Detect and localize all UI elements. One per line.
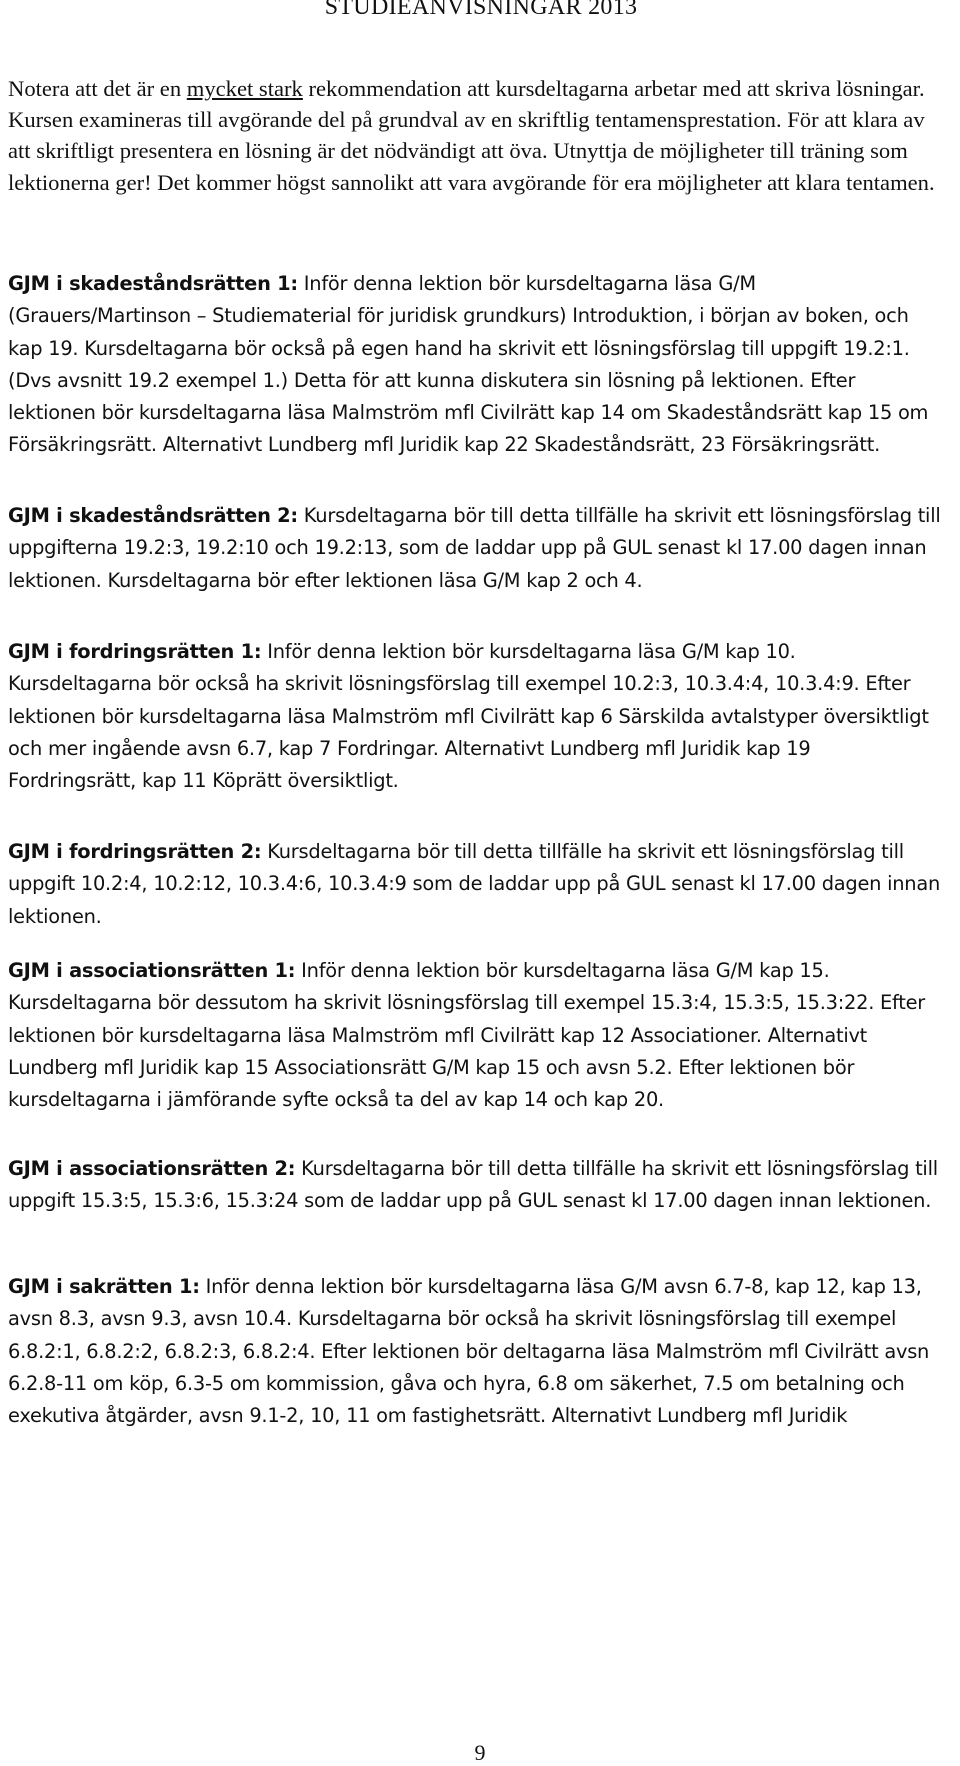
lesson-paragraph-skadestand-1 xyxy=(8,268,943,462)
lesson-paragraph-association-1 xyxy=(8,955,943,1116)
lesson-paragraph-fordring-1 xyxy=(8,636,943,797)
lesson-paragraph-skadestand-2 xyxy=(8,500,943,597)
lesson-heading: GJM i fordringsrätten 2: xyxy=(8,840,262,863)
lesson-heading: GJM i skadeståndsrätten 1: xyxy=(8,272,298,295)
intro-underlined-text: mycket stark xyxy=(186,76,303,101)
lesson-text: Kursdeltagarna bör till detta tillfälle ha skrivit ett lösningsförslag till uppgifterna 19.2:3, 19.2:10 och 19.2:13, som de laddar upp på GUL senast kl 17.00 dagen innan lektionen. Kursdeltagarna bör efter lektionen läsa G/M kap 2 och 4. xyxy=(8,504,941,592)
lesson-heading: GJM i associationsrätten 2: xyxy=(8,1157,296,1180)
lesson-text: Inför denna lektion bör kursdeltagarna läsa G/M (Grauers/Martinson – Studiematerial för juridisk grundkurs) Introduktion, i början av boken, och kap 19. Kursdeltagarna bör också på egen hand ha skrivit ett lösningsförslag till uppgift 19.2:1. (Dvs avsnitt 19.2 exempel 1.) Detta för att kunna diskutera sin lösning på lektionen. Efter lektionen bör kursdeltagarna läsa Malmström mfl Civilrätt kap 14 om Skadeståndsrätt kap 15 om Försäkringsrätt. Alternativt Lundberg mfl Juridik kap 22 Skadeståndsrätt, 23 Försäkringsrätt. xyxy=(8,272,929,457)
page-header: STUDIEANVISNINGAR 2013 xyxy=(324,0,638,20)
lesson-text: Kursdeltagarna bör till detta tillfälle ha skrivit ett lösningsförslag till uppgift 10.2:4, 10.2:12, 10.3.4:6, 10.3.4:9 som de laddar upp på GUL senast kl 17.00 dagen innan lektionen. xyxy=(8,840,941,928)
lesson-text: Kursdeltagarna bör till detta tillfälle ha skrivit ett lösningsförslag till uppgift 15.3:5, 15.3:6, 15.3:24 som de laddar upp på GUL senast kl 17.00 dagen innan lektionen. xyxy=(8,1157,938,1213)
lesson-text: Inför denna lektion bör kursdeltagarna läsa G/M kap 10. Kursdeltagarna bör också ha skrivit lösningsförslag till exempel 10.2:3, 10.3.4:4, 10.3.4:9. Efter lektionen bör kursdeltagarna läsa Malmström mfl Civilrätt kap 6 Särskilda avtalstyper översiktligt och mer ingående avsn 6.7, kap 7 Fordringar. Alternativt Lundberg mfl Juridik kap 19 Fordringsrätt, kap 11 Köprätt översiktligt. xyxy=(8,640,929,793)
lesson-paragraph-fordring-2 xyxy=(8,836,943,933)
intro-paragraph xyxy=(8,73,948,198)
intro-text-before: Notera att det är en xyxy=(8,76,187,101)
lesson-paragraph-association-2 xyxy=(8,1153,943,1218)
lesson-heading: GJM i associationsrätten 1: xyxy=(8,959,296,982)
lesson-text: Inför denna lektion bör kursdeltagarna läsa G/M avsn 6.7-8, kap 12, kap 13, avsn 8.3, avsn 9.3, avsn 10.4. Kursdeltagarna bör också ha skrivit lösningsförslag till exempel 6.8.2:1, 6.8.2:2, 6.8.2:3, 6.8.2:4. Efter lektionen bör deltagarna läsa Malmström mfl Civilrätt avsn 6.2.8-11 om köp, 6.3-5 om kommission, gåva och hyra, 6.8 om säkerhet, 7.5 om betalning och exekutiva åtgärder, avsn 9.1-2, 10, 11 om fastighetsrätt. Alternativt Lundberg mfl Juridik xyxy=(8,1275,930,1428)
page-number: 9 xyxy=(474,1740,486,1765)
lesson-text: Inför denna lektion bör kursdeltagarna läsa G/M kap 15. Kursdeltagarna bör dessutom ha skrivit lösningsförslag till exempel 15.3:4, 15.3:5, 15.3:22. Efter lektionen bör kursdeltagarna läsa Malmström mfl Civilrätt kap 12 Associationer. Alternativt Lundberg mfl Juridik kap 15 Associationsrätt G/M kap 15 och avsn 5.2. Efter lektionen bör kursdeltagarna i jämförande syfte också ta del av kap 14 och kap 20. xyxy=(8,959,926,1112)
lesson-heading: GJM i skadeståndsrätten 2: xyxy=(8,504,298,527)
lesson-heading: GJM i sakrätten 1: xyxy=(8,1275,200,1298)
intro-text-after: rekommendation att kursdeltagarna arbetar med att skriva lösningar. Kursen examineras till avgörande del på grundval av en skriftlig tentamensprestation. För att klara av att skriftligt presentera en lösning är det nödvändigt att öva. Utnyttja de möjligheter till träning som lektionerna ger! Det kommer högst sannolikt att vara avgörande för era möjligheter att klara tentamen. xyxy=(8,76,935,195)
lesson-heading: GJM i fordringsrätten 1: xyxy=(8,640,262,663)
lesson-paragraph-sakratt-1 xyxy=(8,1271,943,1432)
